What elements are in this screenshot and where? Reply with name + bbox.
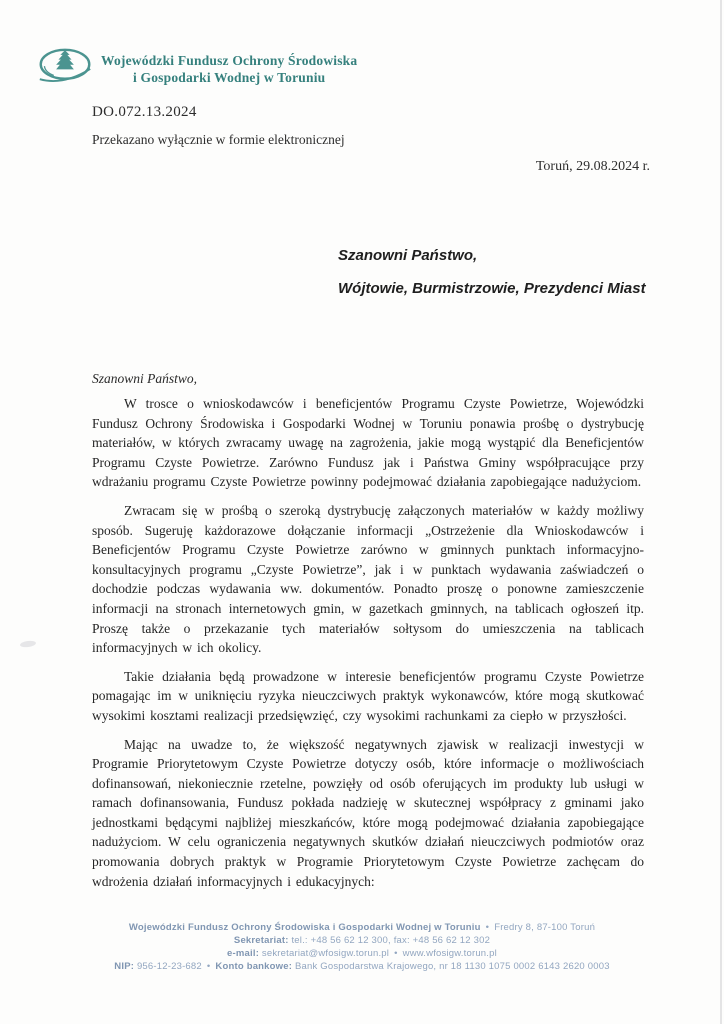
dateline: Toruń, 29.08.2024 r. — [535, 159, 650, 174]
recipient-line1: Szanowni Państwo, — [338, 247, 478, 264]
bullet-separator: • — [394, 948, 398, 959]
body-paragraph-1: W trosce o wnioskodawców i beneficjentów Programu Czyste Powietrze, Wojewódzki Fundusz Ochrony Środowiska i Gospodarki Wodnej w Toruniu ponawia prośbę o dystrybucję materiałów, w których zwracamy uwagę na zagrożenia, jakie mogą wystąpić dla Beneficjentów Programu Czyste Powietrze. Zarówno Fundusz jak i Państwa Gminy współpracujące przy wdrażaniu programu Czyste Powietrze powinny podejmować działania zapobiegające nadużyciom. — [92, 396, 644, 490]
footer-line-1 — [0, 921, 724, 934]
reference-number: DO.072.13.2024 — [92, 104, 197, 120]
recipient-line2: Wójtowie, Burmistrzowie, Prezydenci Miast — [338, 280, 646, 297]
bullet-separator: • — [206, 961, 211, 972]
tree-in-ellipse-logo-icon — [37, 46, 93, 90]
footer-org-name: Wojewódzki Fundusz Ochrony Środowiska i Gospodarki Wodnej w Toruniu — [128, 922, 481, 933]
footer-phones: tel.: +48 56 62 12 300, fax: +48 56 62 12 302 — [291, 935, 491, 946]
salutation: Szanowni Państwo, — [92, 371, 198, 386]
letterhead — [37, 46, 357, 90]
footer-email: sekretariat@wfosigw.torun.pl — [261, 948, 390, 959]
footer-bank-label: Konto bankowe: — [215, 961, 293, 972]
footer-line-2 — [0, 934, 724, 947]
recipient-block — [338, 246, 646, 312]
footer-line-3 — [0, 947, 724, 960]
body-paragraph-3: Takie działania będą prowadzone w interesie beneficjentów programu Czyste Powietrze pomagając im w uniknięciu ryzyka nieuczciwych praktyk wykonawców, które mogą skutkować wysokimi kosztami realizacji przedsięwzięć, czy wysokimi rachunkami za ciepło w przyszłości. — [92, 668, 644, 723]
org-name-line2: i Gospodarki Wodnej w Toruniu — [132, 70, 326, 85]
org-name — [101, 52, 357, 86]
footer-nip: 956-12-23-682 — [136, 961, 202, 972]
footer-website: www.wfosigw.torun.pl — [402, 948, 497, 959]
footer-address: Fredry 8, 87-100 Toruń — [494, 922, 596, 933]
body-paragraph-2: Zwracam się w prośbą o szeroką dystrybucję załączonych materiałów w każdy możliwy sposób. Sugeruję każdorazowe dołączanie informacji „Ostrzeżenie dla Wnioskodawców i Beneficjentów Programu Czyste Powietrze zarówno w gminnych punktach informacyjno-konsultacyjnych programu „Czyste Powietrze”, jak i w punktach wydawania zaświadczeń o dochodzie podczas wydawania ww. dokumentów. Ponadto proszę o ponowne zamieszczenie informacji na stronach internetowych gmin, w gazetkach gminnych, na tablicach ogłoszeń itp. Proszę także o przekazanie tych materiałów sołtysom do umieszczenia na tablicach informacyjnych w ich okolicy. — [92, 502, 644, 656]
body-paragraph-4: Mając na uwadze to, że większość negatywnych zjawisk w realizacji inwestycji w Programie Priorytetowym Czyste Powietrze dotyczy osób, które informacje o możliwościach dofinansowań, niekoniecznie rzetelne, powzięły od osób oferujących im produkty lub usługi w ramach dofinansowania, Fundusz pokłada nadzieję w skutecznej współpracy z gminami jako jednostkami będącymi najbliżej mieszkańców, które mogą podejmować działania zapobiegające nadużyciom. W celu ograniczenia negatywnych skutków działań nieuczciwych podmiotów oraz promowania dobrych praktyk w Programie Priorytetowym Czyste Powietrze zachęcam do wdrożenia działań informacyjnych i edukacyjnych: — [92, 736, 644, 889]
bullet-separator: • — [485, 922, 490, 933]
footer-secretariat-label: Sekretariat: — [233, 935, 289, 946]
footer-line-4 — [0, 960, 724, 973]
footer-email-label: e-mail: — [227, 948, 260, 959]
org-name-line1: Wojewódzki Fundusz Ochrony Środowiska — [101, 53, 358, 68]
letter-footer — [0, 921, 724, 973]
scan-edge-artifact — [720, 0, 722, 1024]
footer-bank-account: Bank Gospodarstwa Krajowego, nr 18 1130 1075 0002 6143 2620 0003 — [294, 961, 610, 972]
scan-smudge-artifact — [20, 640, 37, 648]
footer-nip-label: NIP: — [114, 961, 135, 972]
delivery-note: Przekazano wyłącznie w formie elektronicznej — [92, 132, 345, 147]
letter-body — [92, 371, 644, 900]
